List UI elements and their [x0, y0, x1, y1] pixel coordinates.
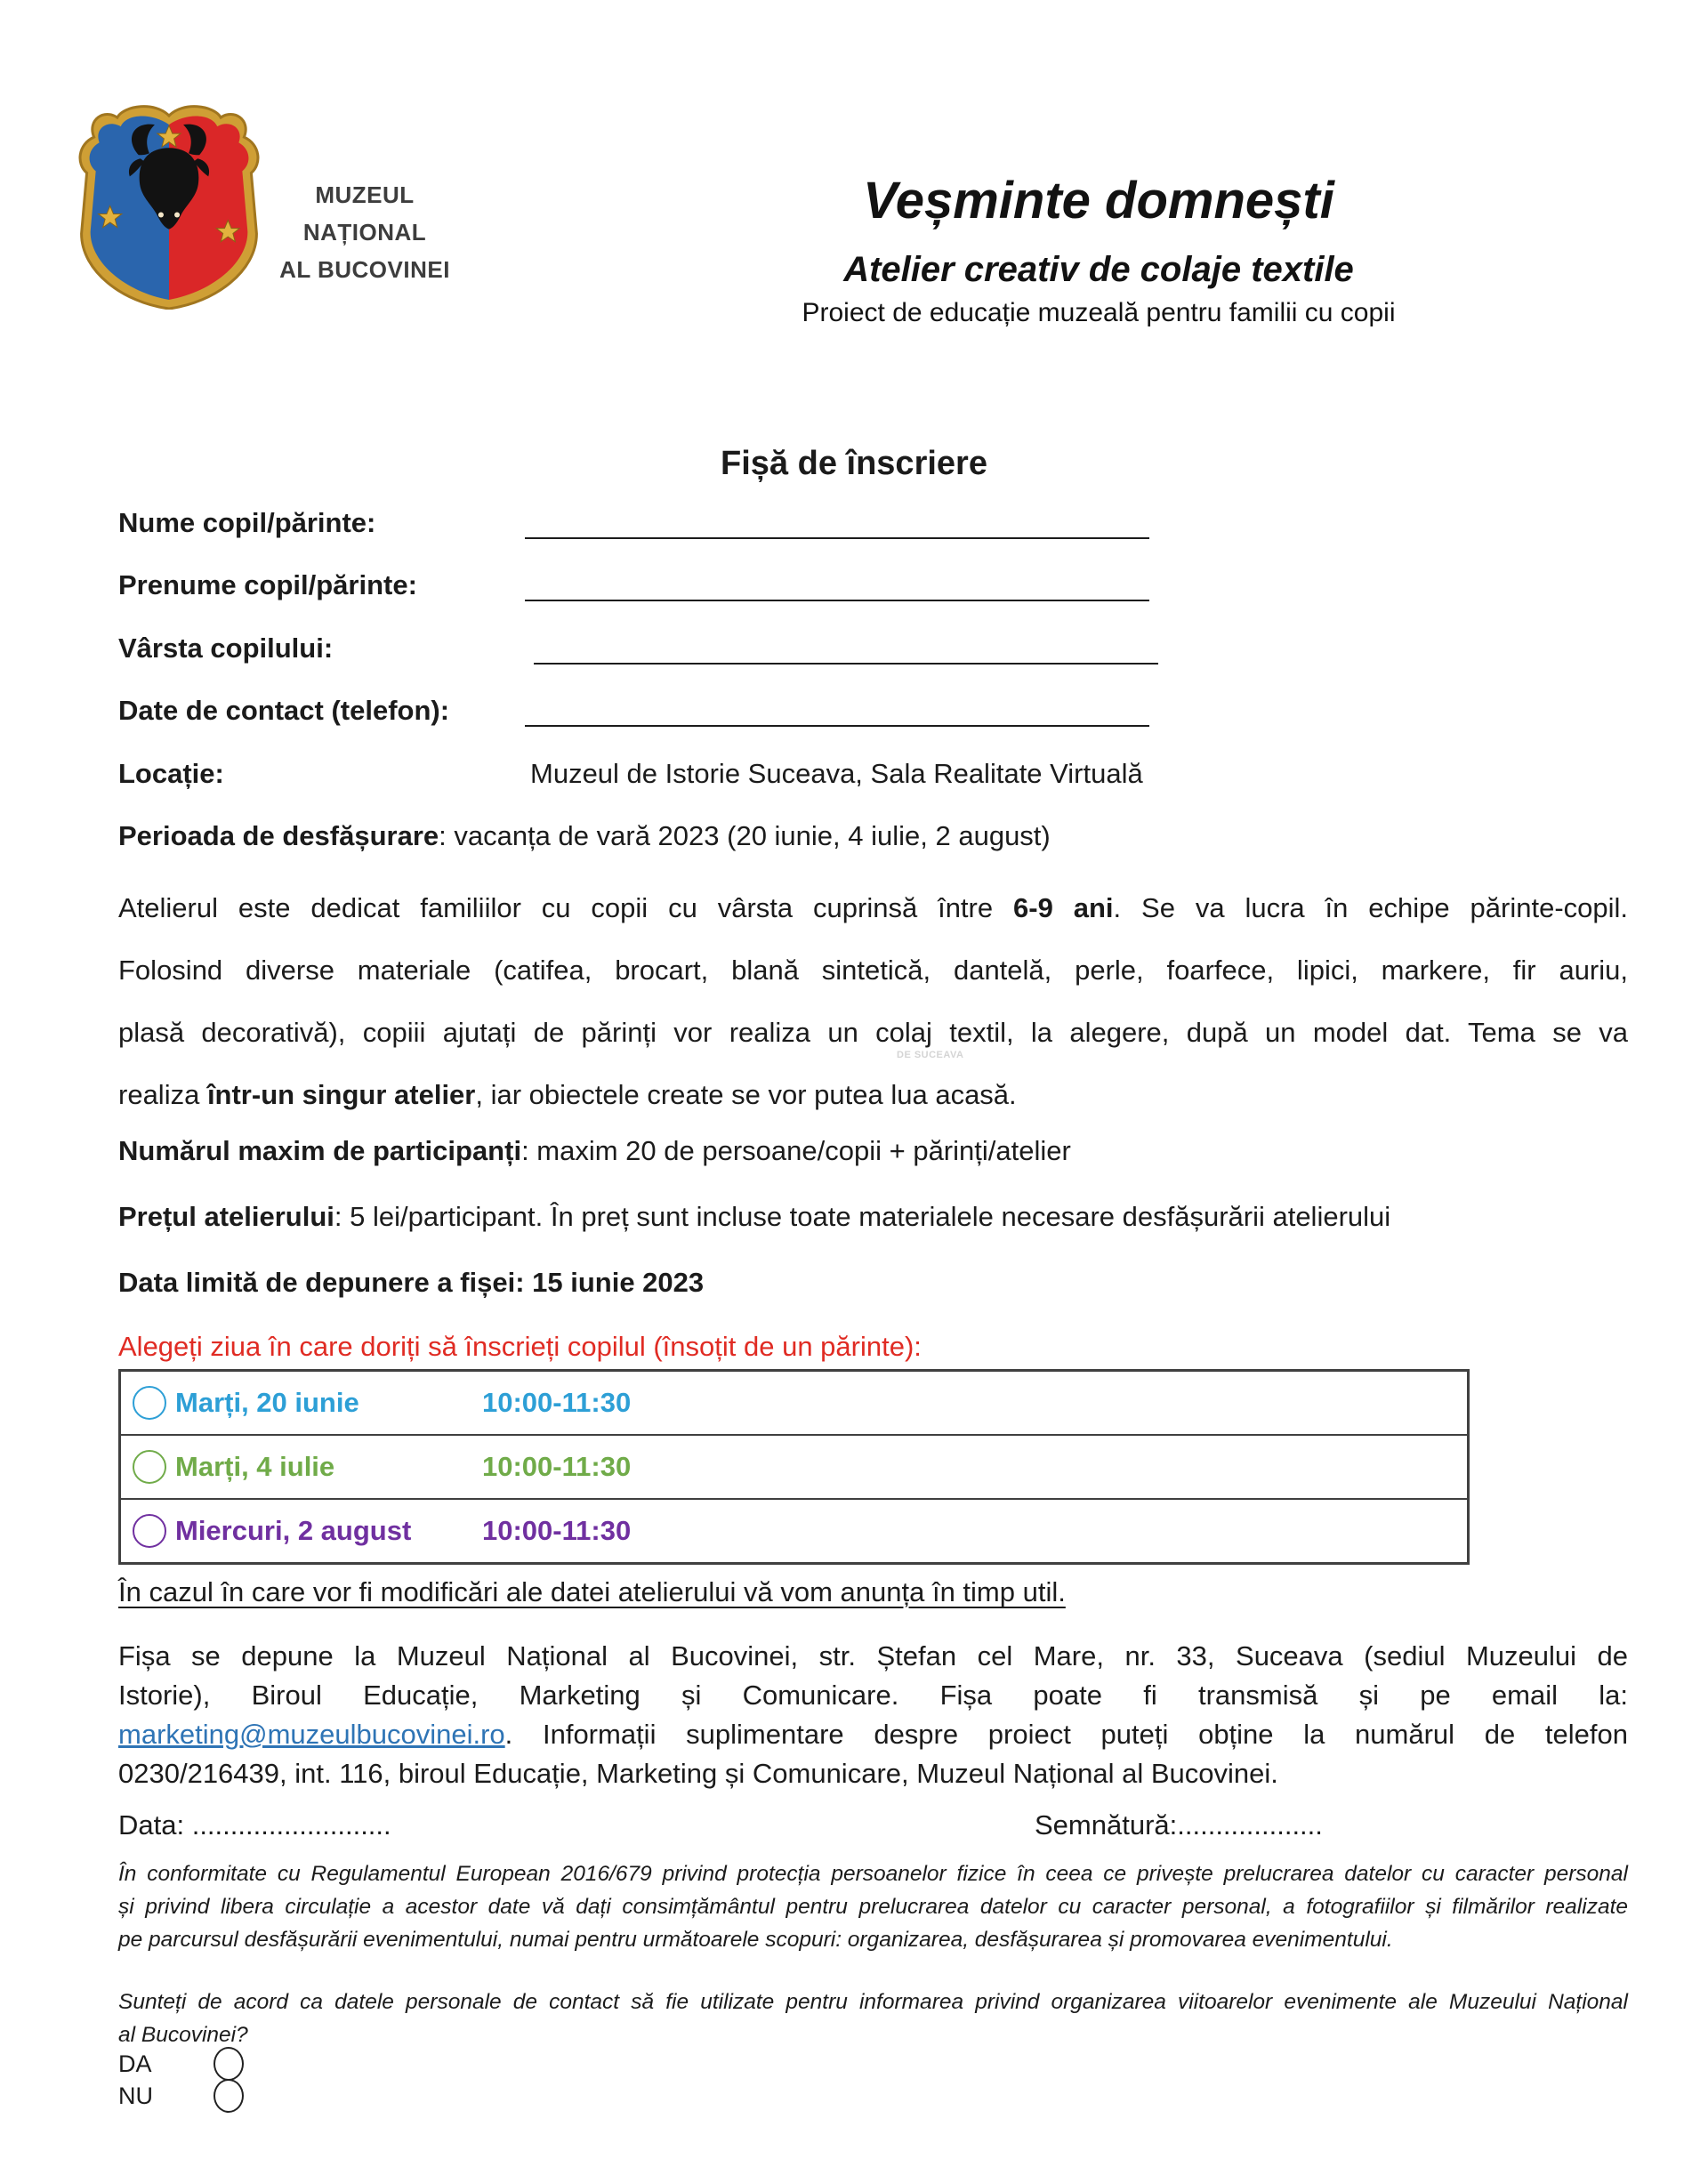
input-line-nume[interactable] — [525, 537, 1149, 539]
text-line — [118, 1986, 1628, 2018]
form-heading: Fișă de înscriere — [721, 445, 987, 482]
museum-name-line1: MUZEUL — [315, 181, 415, 208]
workshop-title: Veșminte domnești — [863, 172, 1334, 230]
consent-option-nu — [118, 2080, 244, 2112]
date-fill-label: Data: .......................... — [118, 1809, 391, 1841]
text-segment: Fișa se depune la Muzeul Național al Bucovinei, str. Ștefan cel Mare, nr. 33, Suceava (sediul Muzeului de — [118, 1640, 1628, 1672]
field-label-telefon: Date de contact (telefon): — [118, 695, 450, 726]
consent-nu-circle[interactable] — [214, 2079, 244, 2113]
text-line — [118, 877, 1628, 939]
deadline-line: Data limită de depunere a fișei: 15 iunie 2023 — [118, 1267, 705, 1298]
gdpr-paragraph — [118, 1857, 1628, 1956]
museum-name-line2: NAȚIONAL — [302, 219, 427, 246]
input-line-telefon[interactable] — [525, 725, 1149, 727]
text-segment: În conformitate cu Regulamentul European 2016/679 privind protecția persoanelor fizice în ceea ce privește prelucrarea datelor cu caracter personal — [118, 1862, 1628, 1886]
field-row-telefon — [118, 695, 1628, 736]
text-segment: , iar obiectele create se vor putea lua acasă. — [475, 1079, 1017, 1110]
schedule-change-note: În cazul în care vor fi modificări ale datei atelierului vă vom anunța în timp util. — [118, 1576, 1066, 1607]
text-segment: Istorie), Biroul Educație, Marketing și Comunicare. Fișa poate fi transmisă și pe email la: — [118, 1680, 1628, 1711]
schedule-row-4-iulie — [121, 1436, 1467, 1500]
field-label-prenume: Prenume copil/părinte: — [118, 569, 417, 600]
email-link[interactable]: marketing@muzeulbucovinei.ro — [118, 1719, 505, 1750]
faint-watermark: DE SUCEAVA — [897, 1050, 964, 1060]
period-line — [118, 818, 1628, 854]
text-line — [118, 1064, 1628, 1126]
text-segment: într-un singur atelier — [206, 1079, 476, 1110]
text-line — [118, 1890, 1628, 1923]
submission-paragraph — [118, 1637, 1628, 1793]
max-participants-line — [118, 1133, 1628, 1169]
text-segment: : vacanța de vară 2023 (20 iunie, 4 iulie, 2 august) — [439, 820, 1051, 851]
consent-nu-label: NU — [118, 2082, 153, 2109]
field-row-locatie — [118, 758, 1628, 799]
text-segment: : maxim 20 de persoane/copii + părinți/atelier — [521, 1135, 1071, 1166]
radio-marti-4-iulie[interactable] — [133, 1450, 166, 1484]
museum-name — [260, 176, 470, 288]
text-segment: și privind libera circulație a acestor date vă dați consimțământul pentru prelucrarea datelor cu caracter personal, a fotografiilor și filmărilor realizate — [118, 1895, 1628, 1919]
price-line — [118, 1199, 1628, 1235]
signature-fill-label: Semnătură:................... — [1035, 1809, 1323, 1841]
schedule-time-label: 10:00-11:30 — [482, 1515, 632, 1546]
text-segment: Atelierul este dedicat familiilor cu copii cu vârsta cuprinsă între — [118, 892, 1014, 923]
text-segment: 6-9 ani — [1013, 892, 1114, 923]
nostril-right — [174, 213, 180, 218]
text-line — [118, 2018, 1628, 2051]
text-segment: Prețul atelierului — [118, 1201, 334, 1232]
schedule-time-label: 10:00-11:30 — [482, 1387, 632, 1418]
text-segment: : 5 lei/participant. În preț sunt incluse toate materialele necesare desfășurării atelierului — [334, 1201, 1391, 1232]
museum-coat-of-arms-logo — [69, 100, 269, 310]
text-segment: 0230/216439, int. 116, biroul Educație, Marketing și Comunicare, Muzeul Național al Bucovinei. — [118, 1758, 1278, 1789]
schedule-row-20-iunie — [121, 1372, 1467, 1436]
text-segment: . Se va lucra în echipe părinte-copil. — [1113, 892, 1629, 923]
schedule-day-label: Marți, 4 iulie — [175, 1451, 335, 1482]
field-label-nume: Nume copil/părinte: — [118, 507, 376, 538]
schedule-day-label: Marți, 20 iunie — [175, 1387, 359, 1418]
project-tagline: Proiect de educație muzeală pentru familii cu copii — [802, 298, 1396, 327]
text-segment: Perioada de desfășurare — [118, 820, 439, 851]
field-row-nume — [118, 507, 1628, 548]
text-line — [118, 1002, 1628, 1064]
text-line — [118, 1637, 1628, 1676]
nostril-left — [158, 213, 164, 218]
consent-da-circle[interactable] — [214, 2047, 244, 2081]
radio-marti-20-iunie[interactable] — [133, 1386, 166, 1420]
document-header — [569, 174, 1628, 329]
schedule-row-2-august — [121, 1500, 1467, 1562]
text-segment: pe parcursul desfășurării evenimentului, numai pentru următoarele scopuri: organizarea, desfășurarea și promovarea evenimentului. — [118, 1928, 1393, 1952]
text-segment: Sunteți de acord ca datele personale de contact să fie utilizate pentru informarea privind organizarea viitoarelor evenimente ale Muzeului Național — [118, 1990, 1628, 2014]
schedule-day-label: Miercuri, 2 august — [175, 1515, 412, 1546]
field-label-locatie: Locație: — [118, 758, 224, 789]
field-label-varsta: Vârsta copilului: — [118, 632, 334, 664]
consent-da-label: DA — [118, 2050, 152, 2077]
text-segment: realiza — [118, 1079, 207, 1110]
text-line — [118, 1754, 1628, 1793]
text-segment: al Bucovinei? — [118, 2023, 248, 2047]
consent-question — [118, 1986, 1628, 2051]
text-segment: Numărul maxim de participanți — [118, 1135, 522, 1166]
field-value-locatie: Muzeul de Istorie Suceava, Sala Realitate Virtuală — [530, 758, 1143, 789]
text-segment: plasă decorativă), copiii ajutați de părinți vor realiza un colaj textil, la alegere, după un model dat. Tema se va — [118, 1017, 1628, 1048]
text-line — [118, 1676, 1628, 1715]
schedule-time-label: 10:00-11:30 — [482, 1451, 632, 1482]
consent-option-da — [118, 2048, 244, 2080]
workshop-subtitle: Atelier creativ de colaje textile — [843, 250, 1354, 289]
text-line — [118, 1857, 1628, 1890]
input-line-prenume[interactable] — [525, 600, 1149, 601]
museum-name-line3: AL BUCOVINEI — [279, 256, 450, 283]
text-line — [118, 1923, 1628, 1956]
text-segment: Folosind diverse materiale (catifea, brocart, blană sintetică, dantelă, perle, foarfece, lipici, markere, fir auriu, — [118, 955, 1628, 986]
text-line — [118, 939, 1628, 1002]
about-paragraph — [118, 877, 1628, 1126]
radio-miercuri-2-august[interactable] — [133, 1514, 166, 1548]
schedule-table — [118, 1369, 1470, 1565]
field-row-prenume — [118, 569, 1628, 610]
text-segment: . Informații suplimentare despre proiect puteți obține la numărul de telefon — [504, 1719, 1628, 1750]
text-line — [118, 1715, 1628, 1754]
field-row-varsta — [118, 632, 1628, 673]
input-line-varsta[interactable] — [534, 663, 1158, 665]
choose-day-prompt: Alegeți ziua în care doriți să înscrieți copilul (însoțit de un părinte): — [118, 1331, 922, 1362]
